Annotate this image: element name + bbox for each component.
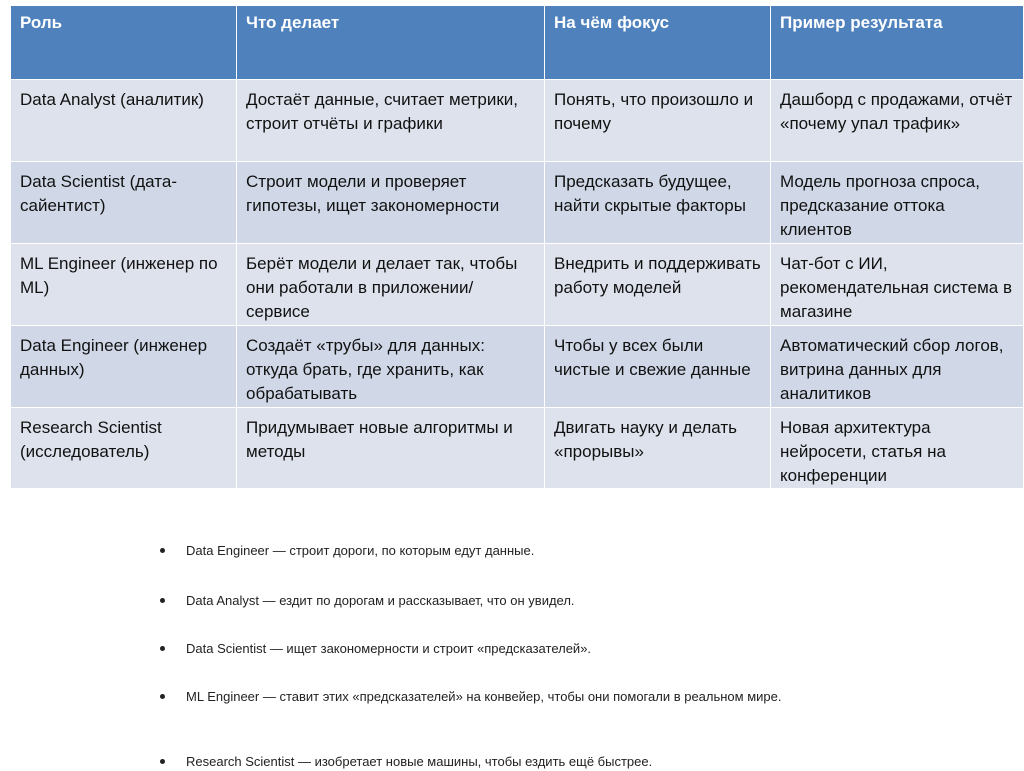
list-item (160, 640, 591, 658)
cell-focus: Чтобы у всех были чистые и свежие данные (545, 326, 771, 408)
cell-focus: Понять, что произошло и почему (545, 80, 771, 162)
cell-example: Модель прогноза спроса, предсказание оттока клиентов (771, 162, 1024, 244)
cell-focus: Внедрить и поддерживать работу моделей (545, 244, 771, 326)
bullet-dot-icon (160, 598, 165, 603)
list-item-text: Data Engineer — строит дороги, по которым едут данные. (186, 543, 535, 558)
cell-example: Новая архитектура нейросети, статья на конференции (771, 408, 1024, 489)
cell-focus: Предсказать будущее, найти скрытые факторы (545, 162, 771, 244)
header-role: Роль (11, 6, 237, 80)
bullet-dot-icon (160, 548, 165, 553)
cell-example: Чат-бот с ИИ, рекомендательная система в магазине (771, 244, 1024, 326)
table-row (11, 80, 1024, 162)
cell-what-does: Придумывает новые алгоритмы и методы (237, 408, 545, 489)
cell-example: Автоматический сбор логов, витрина данных для аналитиков (771, 326, 1024, 408)
header-what-does: Что делает (237, 6, 545, 80)
table-header-row (11, 6, 1024, 80)
cell-what-does: Берёт модели и делает так, чтобы они работали в приложении/сервисе (237, 244, 545, 326)
cell-role: Data Analyst (аналитик) (11, 80, 237, 162)
list-item-text: Research Scientist — изобретает новые машины, чтобы ездить ещё быстрее. (186, 754, 653, 769)
table-row (11, 162, 1024, 244)
cell-example: Дашборд с продажами, отчёт «почему упал трафик» (771, 80, 1024, 162)
cell-what-does: Создаёт «трубы» для данных: откуда брать, где хранить, как обрабатывать (237, 326, 545, 408)
header-focus: На чём фокус (545, 6, 771, 80)
cell-role: Research Scientist (исследователь) (11, 408, 237, 489)
table-row (11, 326, 1024, 408)
cell-role: ML Engineer (инженер по ML) (11, 244, 237, 326)
cell-role: Data Engineer (инженер данных) (11, 326, 237, 408)
bullet-dot-icon (160, 759, 165, 764)
bullet-dot-icon (160, 694, 165, 699)
bullet-dot-icon (160, 646, 165, 651)
cell-what-does: Достаёт данные, считает метрики, строит отчёты и графики (237, 80, 545, 162)
cell-role: Data Scientist (дата-сайентист) (11, 162, 237, 244)
list-item (160, 592, 575, 610)
cell-what-does: Строит модели и проверяет гипотезы, ищет закономерности (237, 162, 545, 244)
list-item (160, 688, 782, 706)
table-row (11, 244, 1024, 326)
list-item-text: ML Engineer — ставит этих «предсказателей» на конвейер, чтобы они помогали в реальном мире. (186, 689, 782, 704)
cell-focus: Двигать науку и делать «прорывы» (545, 408, 771, 489)
table-row (11, 408, 1024, 489)
header-example-result: Пример результата (771, 6, 1024, 80)
roles-table (10, 5, 1024, 489)
list-item-text: Data Scientist — ищет закономерности и строит «предсказателей». (186, 641, 592, 656)
list-item (160, 753, 652, 771)
list-item (160, 542, 534, 560)
list-item-text: Data Analyst — ездит по дорогам и рассказывает, что он увидел. (186, 593, 575, 608)
